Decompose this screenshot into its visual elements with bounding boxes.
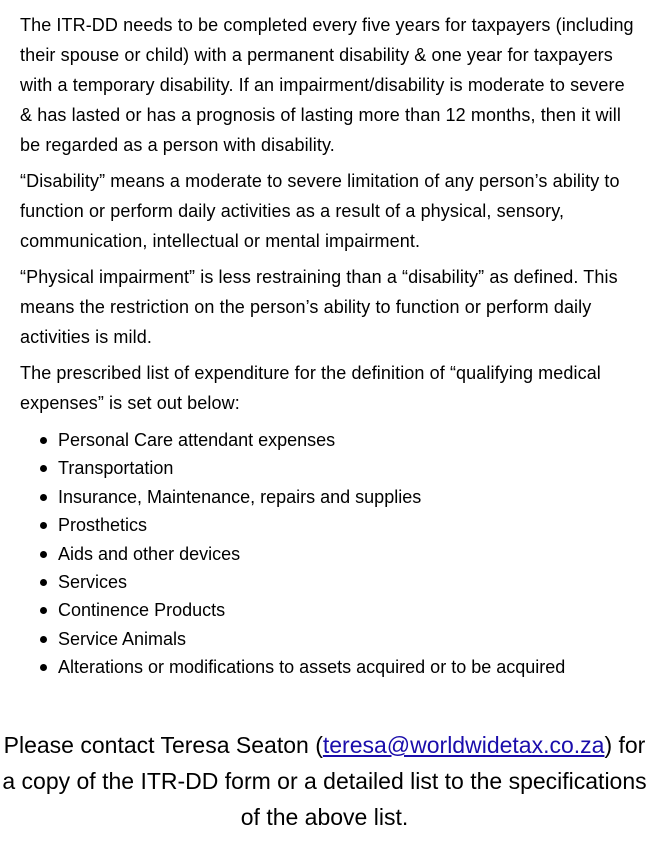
list-item — [20, 483, 635, 511]
bullet-icon — [40, 579, 47, 586]
list-item-label: Prosthetics — [58, 515, 148, 536]
contact-suffix: ) for a copy of the ITR-DD form or a detailed list to the specifications of the above list. — [2, 732, 647, 830]
list-item-label: Transportation — [58, 458, 174, 479]
paragraph-physical-impairment-definition: “Physical impairment” is less restraining than a “disability” as defined. This means the restriction on the person’s ability to function or perform daily activities is mild. — [20, 267, 618, 347]
paragraph-itr-dd-requirement: The ITR-DD needs to be completed every five years for taxpayers (including their spouse or child) with a permanent disability & one year for taxpayers with a temporary disability. If an impairment/disability is moderate to severe & has lasted or has a prognosis of lasting more than 12 months, then it will be regarded as a person with disability. — [20, 15, 634, 155]
contact-prefix: Please contact Teresa Seaton ( — [3, 732, 323, 758]
list-item — [20, 653, 635, 681]
bullet-icon — [40, 494, 47, 501]
list-item-label: Aids and other devices — [58, 543, 241, 564]
qualifying-expenses-list — [20, 426, 635, 682]
list-item — [20, 568, 635, 596]
list-item-label: Personal Care attendant expenses — [58, 430, 336, 450]
list-item-label: Services — [58, 572, 128, 593]
list-item-label: Service Animals — [58, 628, 187, 649]
list-item — [20, 426, 635, 454]
bullet-icon — [40, 607, 47, 614]
bullet-icon — [40, 636, 47, 643]
list-item — [20, 625, 635, 653]
paragraph-disability-definition: “Disability” means a moderate to severe limitation of any person’s ability to function or perform daily activities as a result of a physical, sensory, communication, intellectual or mental impairment. — [20, 171, 620, 251]
list-item — [20, 540, 635, 568]
bullet-icon — [40, 664, 47, 671]
contact-email-link[interactable]: teresa@worldwidetax.co.za — [322, 732, 605, 758]
bullet-icon — [40, 522, 47, 529]
list-item-label: Continence Products — [58, 600, 226, 621]
list-item-label: Insurance, Maintenance, repairs and supplies — [58, 486, 422, 507]
bullet-icon — [40, 551, 47, 558]
bullet-icon — [40, 465, 47, 472]
list-item — [20, 454, 635, 482]
document-body — [20, 10, 635, 682]
list-item — [20, 596, 635, 624]
paragraph-expenditure-intro: The prescribed list of expenditure for the definition of “qualifying medical expenses” is set out below: — [20, 363, 601, 413]
list-item-label: Alterations or modifications to assets acquired or to be acquired — [58, 657, 566, 678]
contact-notice — [0, 727, 649, 835]
bullet-icon — [40, 437, 47, 444]
list-item — [20, 511, 635, 539]
